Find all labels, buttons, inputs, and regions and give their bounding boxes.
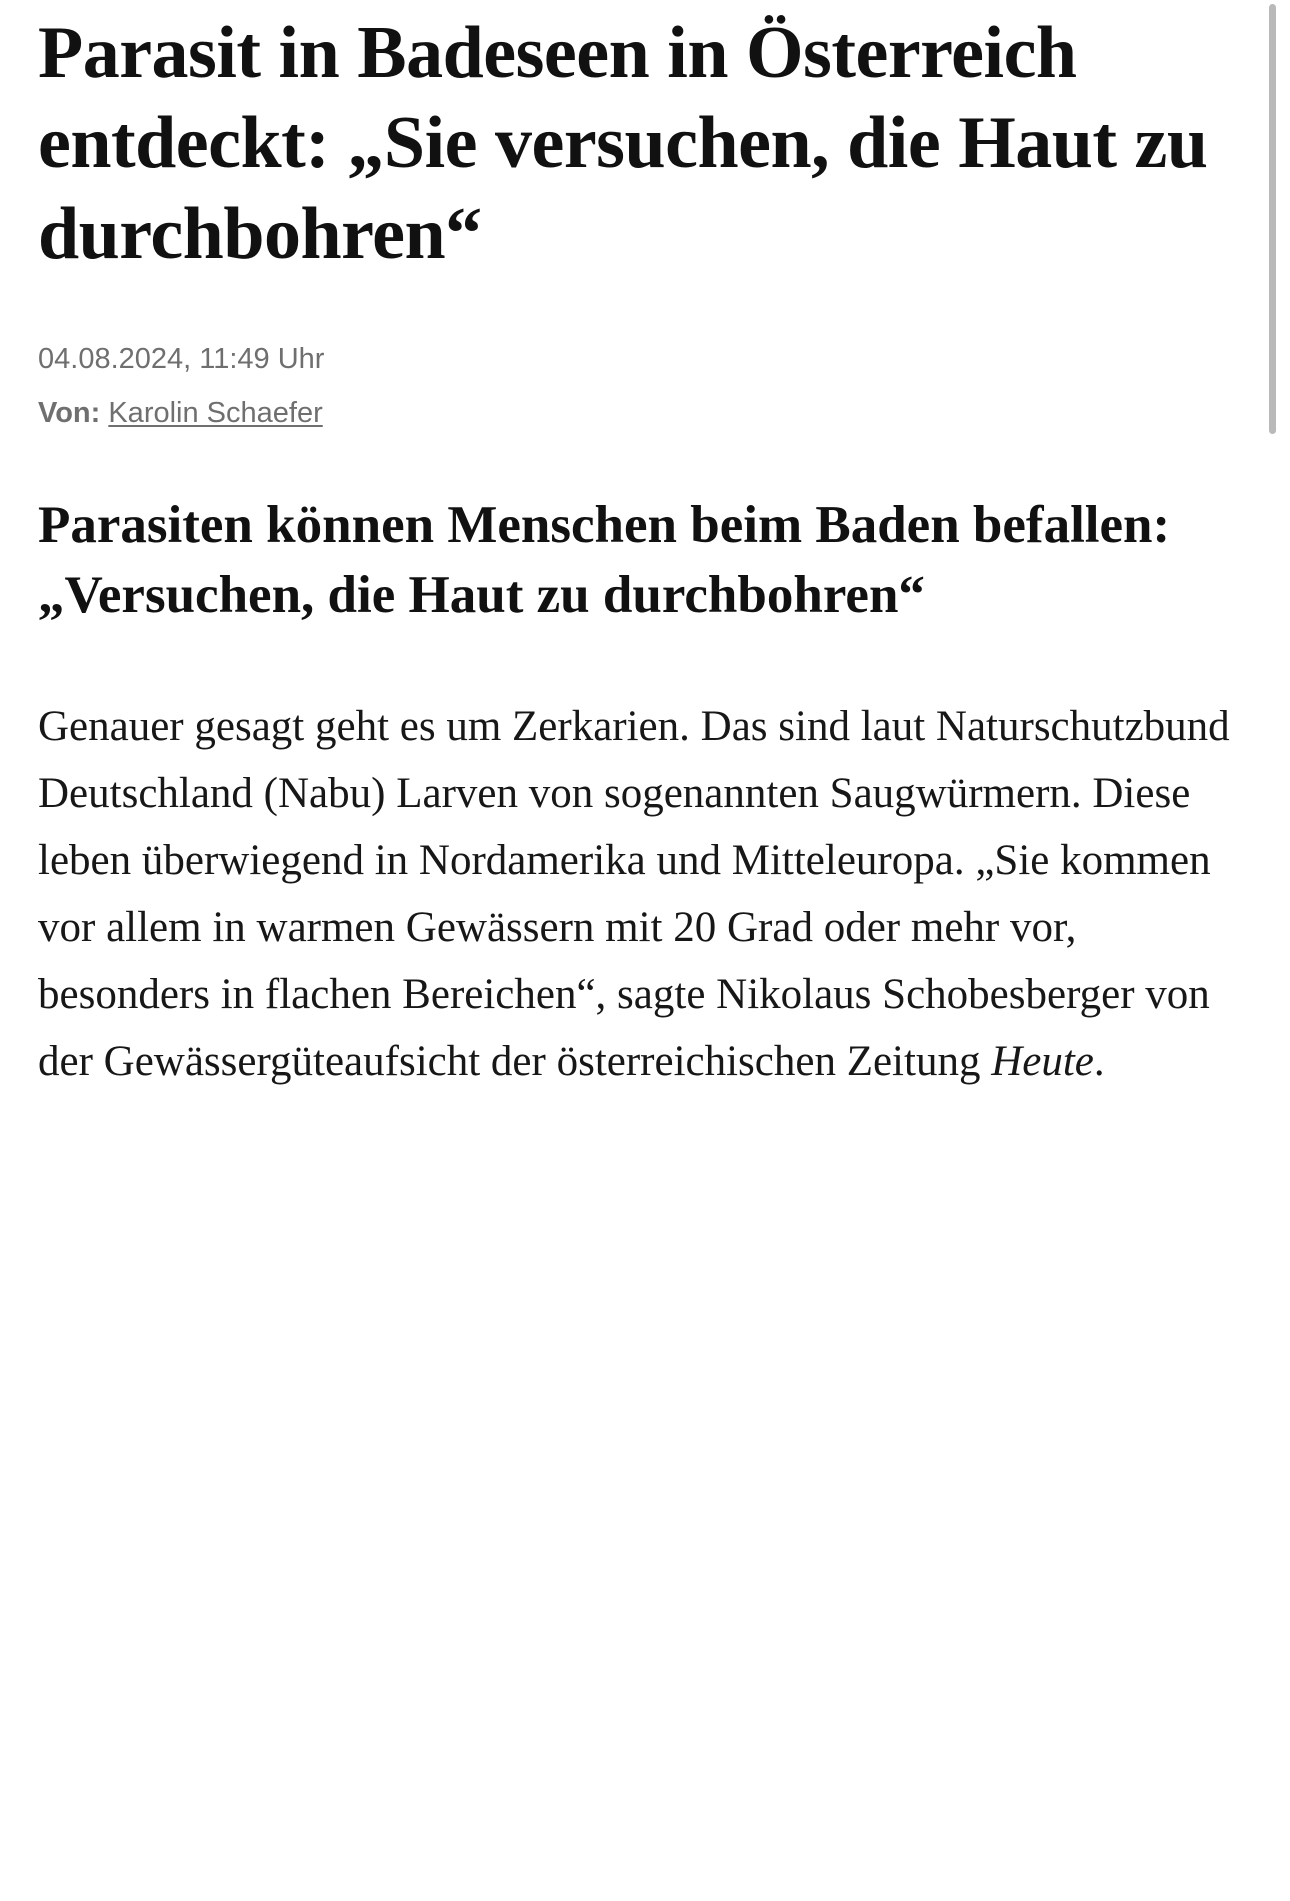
publish-timestamp: 04.08.2024, 11:49 Uhr bbox=[38, 342, 325, 375]
scrollbar-thumb[interactable] bbox=[1269, 4, 1276, 434]
author-link[interactable]: Karolin Schaefer bbox=[108, 397, 323, 430]
article-subheadline: Parasiten können Menschen beim Baden befallen: „Versuchen, die Haut zu durchbohren“ bbox=[38, 495, 1171, 625]
byline bbox=[38, 393, 1252, 434]
article-meta bbox=[38, 339, 1252, 434]
page-title: Parasit in Badeseen in Österreich entdeckt: „Sie versuchen, die Haut zu durchbohren“ bbox=[38, 12, 1208, 275]
paragraph-text: Genauer gesagt geht es um Zerkarien. Das sind laut Naturschutzbund Deutschland (Nabu) Larven von sogenannten Saugwürmern. Diese leben überwiegend in Nordamerika und Mitteleuropa. „Sie kommen vor allem in warmen Gewässern mit 20 Grad oder mehr vor, besonders in flachen Bereichen“, sagte Nikolaus Schobesberger von der Gewässergüteaufsicht der österreichischen Zeitung bbox=[38, 702, 1230, 1086]
byline-label: Von: bbox=[38, 397, 101, 430]
article-paragraph bbox=[38, 631, 1252, 1095]
paragraph-tail: . bbox=[1093, 1038, 1105, 1086]
publication-name: Heute bbox=[991, 1038, 1094, 1086]
page-scrollbar[interactable] bbox=[1275, 0, 1283, 1901]
